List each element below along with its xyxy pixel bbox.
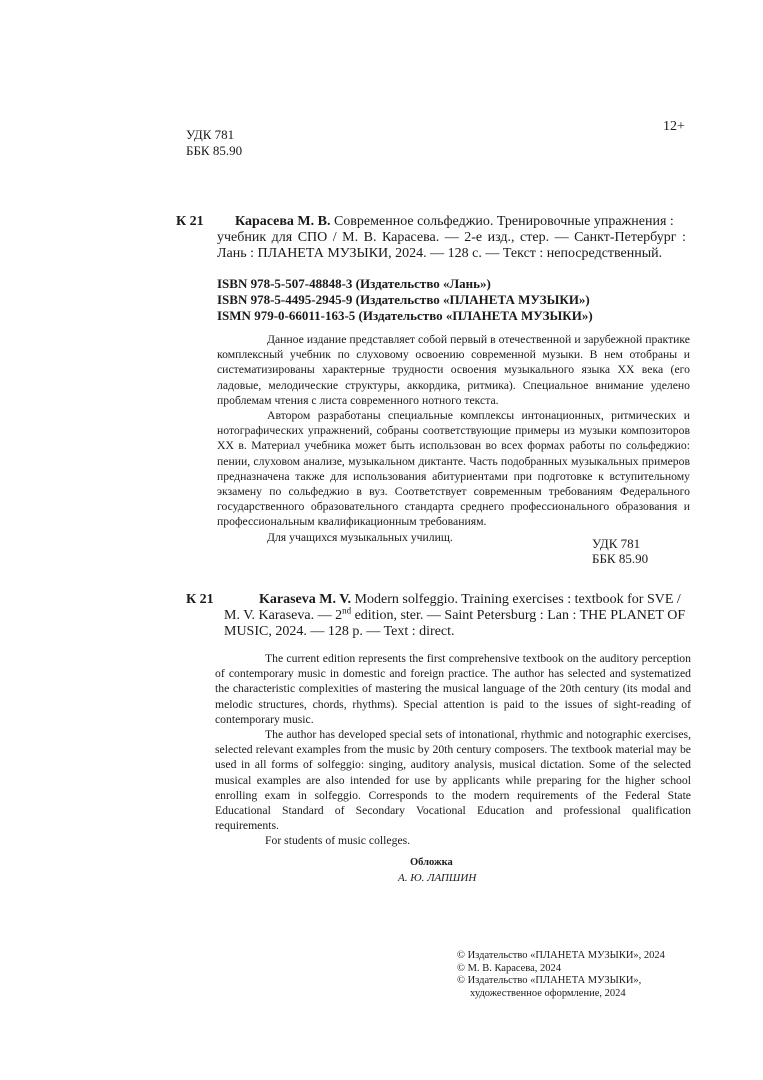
ru-author: Карасева М. В. (235, 214, 331, 229)
ru-abstract-p2: Автором разработаны специальные комплексы интонационных, ритмических и нотографических упражнений, собраны соответствующие примеры из музыки композиторов XX в. Материал учебника может быть использован во всех формах работы по сольфеджио: пении, слуховом анализе, музыкальном диктанте. Часть подобранных музыкальных примеров предназначена также для использования абитуриентами при подготовке к вступительному экзамену по сольфеджио в вуз. Соответствует современным требованиям Федерального государственного образовательного стандарта среднего профессионального образования и профессиональным квалификационным требованиям. (217, 409, 690, 529)
en-abstract-p1: The current edition represents the first comprehensive textbook on the auditory perception of contemporary music in domestic and foreign practice. The author has selected and systematized the characteristic complexities of mastering the musical language of the 20th century (its modal and melodic structures, chords, rhythms). Special attention is paid to the issues of sight-reading of contemporary music. (215, 652, 691, 726)
en-author: Karaseva M. V. (259, 592, 352, 607)
en-record-line2 (224, 605, 686, 624)
isbn-planeta: ISBN 978-5-4495-2945-9 (Издательство «ПЛАНЕТА МУЗЫКИ») (217, 292, 590, 307)
top-udk: УДК 781 (186, 127, 235, 142)
copyright-design-note: художественное оформление, 2024 (470, 987, 626, 999)
en-line2-sup: nd (342, 605, 352, 616)
en-abstract-p2: The author has developed special sets of intonational, rhythmic and notographic exercises, selected relevant examples from the music by 20th century composers. The textbook material may be used in all forms of solfeggio: singing, auditory analysis, musical dictation. Some of the selected musical examples are also intended for use by applicants while preparing for the higher school enrolling exam in solfeggio. Corresponds to the modern requirements of the Federal State Educational Standard of Secondary Vocational Education and professional qualification requirements. (215, 728, 691, 833)
ru-abstract (217, 332, 690, 545)
ru-record-code: К 21 (176, 214, 204, 229)
mid-udk: УДК 781 (592, 536, 641, 551)
en-title: Modern solfeggio. Training exercises : textbook for SVE / (351, 592, 681, 607)
ru-title: Современное сольфеджио. Тренировочные упражнения : (330, 214, 674, 229)
copyright-block (457, 950, 665, 1000)
copyright-publisher: © Издательство «ПЛАНЕТА МУЗЫКИ», 2024 (457, 950, 665, 961)
isbn-lan: ISBN 978-5-507-48848-3 (Издательство «Лань») (217, 276, 491, 291)
copyright-author: © М. В. Карасева, 2024 (457, 962, 562, 974)
en-line2-a: M. V. Karaseva. — 2 (224, 608, 343, 623)
en-record-line3: MUSIC, 2024. — 128 p. — Text : direct. (224, 624, 455, 639)
en-record-line1 (259, 592, 681, 608)
ru-record (235, 214, 687, 230)
top-bbk: ББК 85.90 (186, 143, 243, 158)
en-abstract (215, 651, 691, 849)
cover-label: Обложка (410, 857, 453, 868)
ismn-planeta: ISMN 979-0-66011-163-5 (Издательство «ПЛАНЕТА МУЗЫКИ») (217, 308, 593, 323)
copyright-design: © Издательство «ПЛАНЕТА МУЗЫКИ», (457, 975, 642, 987)
en-abstract-p3: For students of music colleges. (265, 834, 411, 848)
mid-bbk: ББК 85.90 (592, 551, 649, 566)
en-line2-b: edition, ster. — Saint Petersburg : Lan : THE PLANET OF (351, 608, 686, 623)
ru-abstract-p3: Для учащихся музыкальных училищ. (267, 530, 453, 544)
cover-artist: А. Ю. ЛАПШИН (398, 872, 477, 884)
age-rating: 12+ (663, 119, 685, 134)
ru-abstract-p1: Данное издание представляет собой первый в отечественной и зарубежной практике комплексный учебник по слуховому освоению современной музыки. В нем отобраны и систематизированы характерные трудности освоения музыкального языка XX века (его ладовые, мелодические структуры, аккордика, ритмика). Специальное внимание уделено проблемам чтения с листа современного нотного текста. (217, 333, 690, 407)
ru-record-line3: Лань : ПЛАНЕТА МУЗЫКИ, 2024. — 128 с. — Текст : непосредственный. (217, 246, 663, 261)
ru-record-line2: учебник для СПО / М. В. Карасева. — 2-е изд., стер. — Санкт-Петербург : (217, 230, 686, 245)
en-record-code: К 21 (186, 592, 214, 607)
